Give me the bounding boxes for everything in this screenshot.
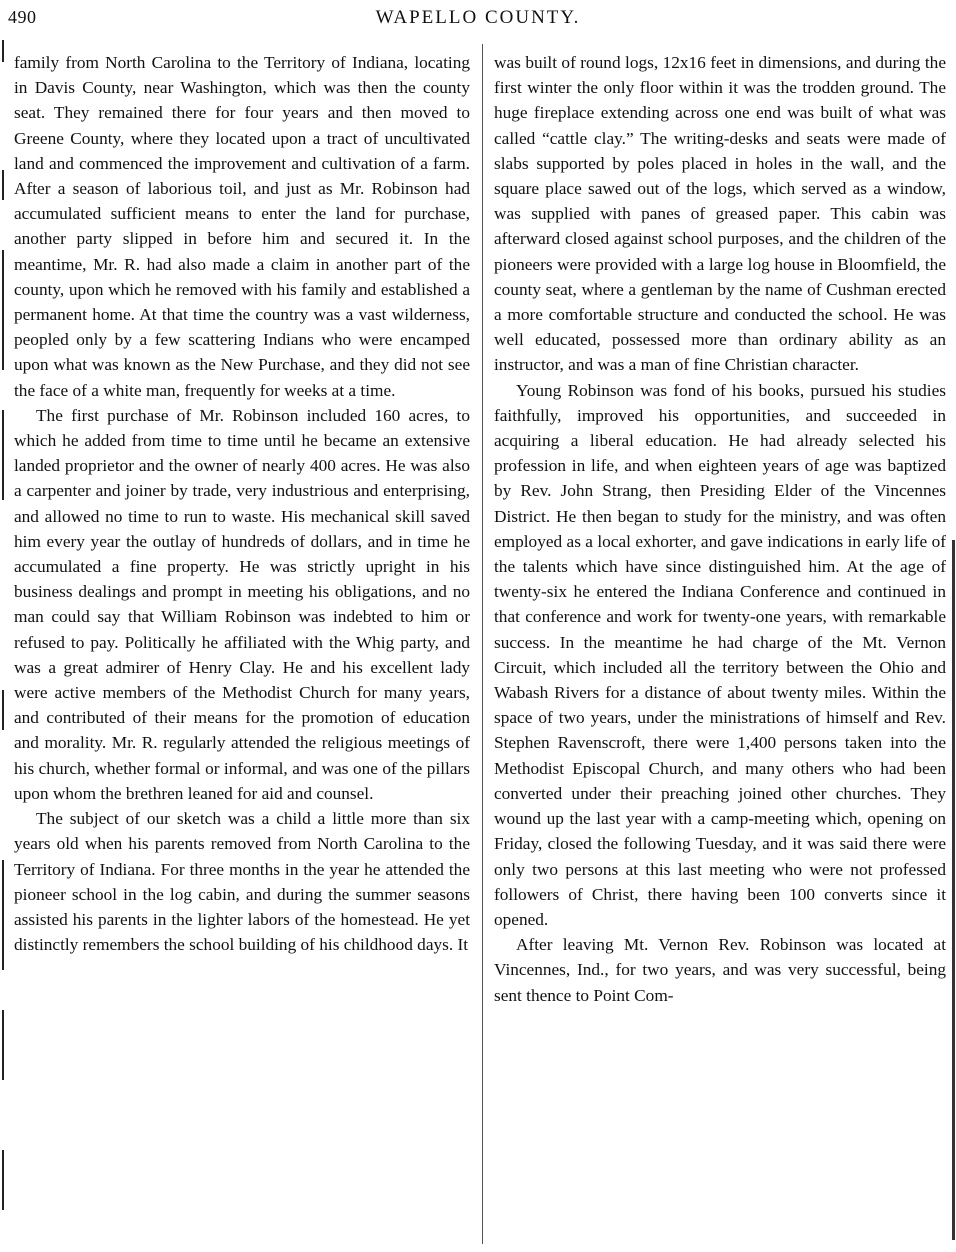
page-number: 490 (8, 7, 37, 27)
margin-scan-mark (2, 410, 4, 500)
paragraph: Young Robinson was fond of his books, pursued his studies faithfully, improved his opportunities, and succeeded in acquiring a liberal education. He had already selected his profession in life, and when eighteen years of age was baptized by Rev. John Strang, then Presiding Elder of the Vincennes District. He then began to study for the ministry, and was often employed as a local exhorter, and gave indications in early life of the talents which have since distinguished him. At the age of twenty-six he entered the Indiana Conference and continued in that conference and work for twenty-one years, with remarkable success. In the meantime he had charge of the Mt. Vernon Circuit, which included all the territory between the Ohio and Wabash Rivers for a distance of about twenty miles. Within the space of two years, under the ministrations of himself and Rev. Stephen Ravenscroft, there were 1,400 persons taken into the Methodist Episcopal Church, and many others who had been converted under their preaching joined other churches. They wound up the last year with a camp-meeting which, opening on Friday, closed the following Tuesday, and it was said there were only two persons at this last meeting who were not professed followers of Christ, there having been 100 converts since it opened. (494, 380, 946, 929)
margin-scan-mark (2, 690, 4, 730)
paragraph: family from North Carolina to the Territory of Indiana, locating in Davis County, near Washington, which was then the county seat. They remained there for four years and then moved to Greene County, where they located upon a tract of uncultivated land and commenced the improvement and cultivation of a farm. After a season of laborious toil, and just as Mr. Robinson had accumulated sufficient means to enter the land for purchase, another party slipped in before him and secured it. In the meantime, Mr. R. had also made a claim in another part of the county, upon which he removed with his family and established a permanent home. At that time the country was a vast wilderness, peopled only by a few scattering Indians who were encamped upon what was known as the New Purchase, and they did not see the face of a white man, frequently for weeks at a time. (14, 53, 470, 400)
running-head: WAPELLO COUNTY. (375, 7, 581, 28)
margin-scan-mark (2, 860, 4, 970)
paragraph: The subject of our sketch was a child a little more than six years old when his parents removed from North Carolina to the Territory of Indiana. For three months in the year he attended the pioneer school in the log cabin, and during the summer seasons assisted his parents in the lighter labors of the homestead. He yet distinctly remembers the school building of his childhood days. It (14, 809, 470, 955)
margin-scan-mark (2, 40, 4, 62)
right-column (494, 50, 946, 1008)
left-column (14, 50, 470, 957)
margin-scan-mark (952, 540, 955, 1240)
margin-scan-mark (2, 1150, 4, 1210)
paragraph: The first purchase of Mr. Robinson included 160 acres, to which he added from time to time until he became an extensive landed proprietor and the owner of nearly 400 acres. He was also a carpenter and joiner by trade, very industrious and enterprising, and allowed no time to run to waste. His mechanical skill saved him every year the outlay of hundreds of dollars, and in time he accumulated a fine property. He was strictly upright in his business dealings and prompt in meeting his obligations, and no man could say that William Robinson was indebted to him or refused to pay. Politically he affiliated with the Whig party, and was a great admirer of Henry Clay. He and his excellent lady were active members of the Methodist Church for many years, and contributed of their means for the promotion of education and morality. Mr. R. regularly attended the religious meetings of his church, whether formal or informal, and was one of the pillars upon whom the brethren leaned for aid and counsel. (14, 405, 470, 803)
margin-scan-mark (2, 250, 4, 370)
paragraph: After leaving Mt. Vernon Rev. Robinson was located at Vincennes, Ind., for two years, and was very successful, being sent thence to Point Com- (494, 935, 946, 1005)
paragraph: was built of round logs, 12x16 feet in dimensions, and during the first winter the only floor within it was the trodden ground. The huge fireplace extending across one end was built of what was called “cattle clay.” The writing-desks and seats were made of slabs supported by poles placed in holes in the wall, and the square place sawed out of the logs, which served as a window, was supplied with panes of greased paper. This cabin was afterward closed against school purposes, and the children of the pioneers were provided with a large log house in Bloomfield, the county seat, where a gentleman by the name of Cushman erected a more comfortable structure and conducted the school. He was well educated, possessed more than ordinary ability as an instructor, and was a man of fine Christian character. (494, 53, 946, 375)
page-header (0, 4, 956, 34)
margin-scan-mark (2, 1010, 4, 1080)
margin-scan-mark (2, 170, 4, 200)
column-divider (482, 44, 483, 1244)
